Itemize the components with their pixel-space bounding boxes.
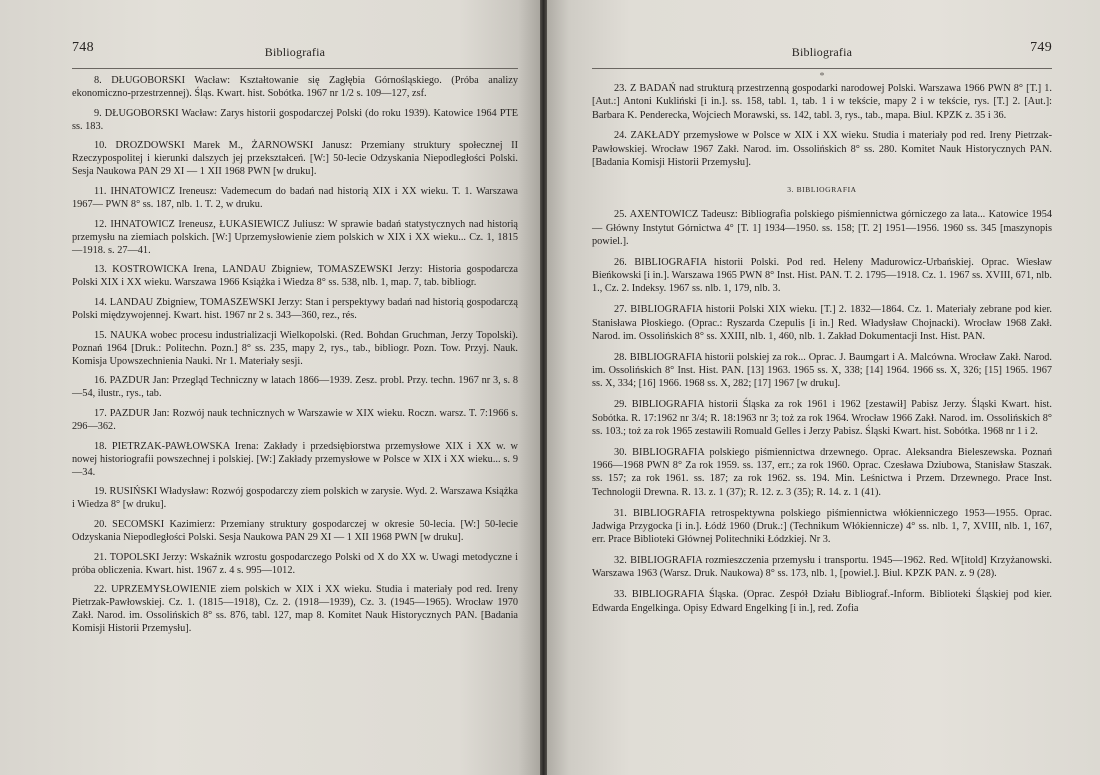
left-page bbox=[0, 0, 540, 775]
right-running-title: Bibliografia bbox=[791, 45, 853, 59]
left-running-title: Bibliografia bbox=[264, 45, 326, 59]
left-page-number: 748 bbox=[72, 40, 94, 55]
ornament-mark: * bbox=[819, 71, 825, 82]
bibliography-entry: 15. NAUKA wobec procesu industrializacji Wielkopolski. (Red. Bohdan Gruchman, Jerzy Topolski). Poznań 1964 [Druk.: Politechn. Pozn.] 8° ss. 235, mapy 2, rys., tab., bibliogr. Pozn. Tow. Przyj. Nauk. Komisja Upowszechnienia Nauki. Nr 1. Materiały sesji. bbox=[72, 329, 518, 367]
bibliography-entry: 33. BIBLIOGRAFIA Śląska. (Oprac. Zespół Działu Bibliograf.-Inform. Biblioteki Śląskiej pod kier. Edwarda Engelkinga. Opisy Edward Engelking [i in.], red. Zofia bbox=[592, 589, 1052, 614]
bibliography-entry: 16. PAZDUR Jan: Przegląd Techniczny w latach 1866—1939. Zesz. probl. Przy. techn. 1967 nr 3, s. 8—54, ilustr., rys., tab. bbox=[72, 375, 518, 400]
bibliography-entry: 18. PIETRZAK-PAWŁOWSKA Irena: Zakłady i przedsiębiorstwa przemysłowe XIX i XX w. w nowej historiografii powszechnej i polskiej. [W:] Zakłady przemysłowe w Polsce w XIX i XX wieku... s. 9—34. bbox=[72, 440, 518, 478]
bibliography-entry: 13. KOSTROWICKA Irena, LANDAU Zbigniew, TOMASZEWSKI Jerzy: Historia gospodarcza Polski XIX i XX wieku. Warszawa 1966 Książka i Wiedza 8° ss. 538, nlb. 1, map. 7, tab. bibliogr. bbox=[72, 264, 518, 289]
bibliography-entry: 14. LANDAU Zbigniew, TOMASZEWSKI Jerzy: Stan i perspektywy badań nad historią gospodarczą Polski międzywojennej. Kwart. hist. 1967 nr 2 s. 343—360, rez., rés. bbox=[72, 297, 518, 321]
bibliography-entry: 8. DŁUGOBORSKI Wacław: Kształtowanie się Zagłębia Górnośląskiego. (Próba analizy ekonomiczno-przestrzennej). Śląs. Kwart. hist. Sobótka. 1967 nr 1/2 s. 109—127, zsf. bbox=[72, 75, 518, 99]
bibliography-entry: 24. ZAKŁADY przemysłowe w Polsce w XIX i XX wieku. Studia i materiały pod red. Ireny Pietrzak-Pawłowskiej. Wrocław 1967 Zakł. Narod. im. Ossolińskich 8° ss. 280. Komitet Nauk Historycznych PAN. [Badania Komisji Historii Przemysłu]. bbox=[592, 130, 1052, 169]
right-entry-list bbox=[592, 82, 1052, 615]
bibliography-entry: 17. PAZDUR Jan: Rozwój nauk technicznych w Warszawie w XIX wieku. Roczn. warsz. T. 7:1966 s. 296—362. bbox=[72, 408, 518, 432]
bibliography-entry: 22. UPRZEMYSŁOWIENIE ziem polskich w XIX i XX wieku. Studia i materiały pod red. Ireny Pietrzak-Pawłowskiej. Cz. 1. (1815—1918), Cz. 2. (1918—1939), Cz. 3. (1945—1965). Wrocław 1970 Zakł. Narod. im. Ossolińskich 8° ss. 876, tabl. 127, map 8. Komitet Nauk Historycznych PAN. [Badania Komisji Historii Przemysłu]. bbox=[72, 584, 518, 635]
bibliography-entry: 9. DŁUGOBORSKI Wacław: Zarys historii gospodarczej Polski (do roku 1939). Katowice 1964 PTE ss. 183. bbox=[72, 107, 518, 132]
bibliography-entry: 28. BIBLIOGRAFIA historii polskiej za rok... Oprac. J. Baumgart i A. Malcówna. Wrocław Zakł. Narod. im. Ossolińskich 8° Inst. Hist. PAN. [13] 1963. 1965 ss. X, 338; [14] 1964. 1966 ss. X, 326; [15] 1965. 1967 ss. X, 334; [16] 1966. 1968 ss. X, 282; [17] 1967 [w druku]. bbox=[592, 351, 1052, 390]
right-header-rule bbox=[592, 68, 1052, 69]
bibliography-entry: 25. AXENTOWICZ Tadeusz: Bibliografia polskiego piśmiennictwa górniczego za lata... Katowice 1954— Główny Instytut Górnictwa 4° [T. 1] 1934—1950. ss. 158; [T. 2] 1951—1956. 1960 ss. 345 [maszynopis powiel.]. bbox=[592, 209, 1052, 247]
bibliography-entry: 27. BIBLIOGRAFIA historii Polski XIX wieku. [T.] 2. 1832—1864. Cz. 1. Materiały zebrane pod kier. Stanisława Płoskiego. (Oprac.: Ryszarda Czepulis [i in.] Red. Władysław Chojnacki). Wrocław 1968 Zakł. Narod. im. Ossolińskich 8° ss. XXIII, nlb. 1, 460, nlb. 1. Zakład Dokumentacji Inst. Hist. PAN. bbox=[592, 304, 1052, 342]
book-gutter bbox=[540, 0, 547, 775]
bibliography-entry: 19. RUSIŃSKI Władysław: Rozwój gospodarczy ziem polskich w zarysie. Wyd. 2. Warszawa Książka i Wiedza 8° [w druku]. bbox=[72, 486, 518, 511]
right-running-head bbox=[592, 40, 1052, 64]
bibliography-entry: 23. Z BADAŃ nad strukturą przestrzenną gospodarki narodowej Polski. Warszawa 1966 PWN 8° [T.] 1. [Aut.:] Antoni Kukliński [i in.]. ss. 158, tabl. 1, tab. 1 i w tekście, mapy 2 i w tekście, rys. [T.] 2. [Aut.]: Barbara K. Penderecka, Wojciech Morawski, ss. 142, tabl. 3, rys., tab., mapa. Biul. KPZK z. 35 i 36. bbox=[592, 83, 1052, 121]
right-page bbox=[547, 0, 1100, 775]
bibliography-entry: 12. IHNATOWICZ Ireneusz, ŁUKASIEWICZ Juliusz: W sprawie badań statystycznych nad historią przemysłu na ziemiach polskich. [W:] Uprzemysłowienie ziem polskich w XIX i XX wieku... Cz. 1, 1815—1918. s. 27—41. bbox=[72, 218, 518, 256]
bibliography-entry: 29. BIBLIOGRAFIA historii Śląska za rok 1961 i 1962 [zestawił] Pabisz Jerzy. Śląski Kwart. hist. Sobótka. R. 17:1962 nr 3/4; R. 18:1963 nr 3; toż za rok 1964. Wrocław 1966 Zakł. Narod. im. Ossolińskich 8° ss. 103.; toż za rok 1965 zestawili Romuald Gelles i Jerzy Pabisz. Śląski Kwart. hist. Sobótka. 1968 nr 1 i 2. bbox=[592, 399, 1052, 437]
section-heading: 3. BIBLIOGRAFIA bbox=[787, 185, 857, 195]
left-entry-list bbox=[72, 75, 518, 636]
bibliography-entry: 20. SECOMSKI Kazimierz: Przemiany struktury gospodarczej w okresie 50-lecia. [W:] 50-lecie Odzyskania Niepodległości Polski. Sesja Naukowa PAN 29 XI — 1 XII 1968 PWN [w druku]. bbox=[72, 519, 518, 543]
bibliography-entry: 21. TOPOLSKI Jerzy: Wskaźnik wzrostu gospodarczego Polski od X do XX w. Uwagi metodyczne i próba obliczenia. Kwart. hist. 1967 z. 4 s. 995—1012. bbox=[72, 551, 518, 576]
bibliography-entry: 26. BIBLIOGRAFIA historii Polski. Pod red. Heleny Madurowicz-Urbańskiej. Oprac. Wiesław Bieńkowski [i in.]. Warszawa 1965 PWN 8° Inst. Hist. PAN. T. 2. 1795—1918. Cz. 1. 1967 ss. XVIII, 671, nlb. 1., Cz. 2. Indeksy. 1967 ss. nlb. 1, 179, nlb. 3. bbox=[592, 256, 1052, 295]
bibliography-entry: 32. BIBLIOGRAFIA rozmieszczenia przemysłu i transportu. 1945—1962. Red. W[itold] Krzyżanowski. Warszawa 1963 (Warsz. Druk. Naukowa) 8° ss. 173, nlb. 1, [powiel.]. Biul. KPZK PAN. z. 9 (28). bbox=[592, 555, 1052, 580]
left-running-head bbox=[72, 40, 518, 64]
bibliography-entry: 31. BIBLIOGRAFIA retrospektywna polskiego piśmiennictwa włókienniczego 1953—1955. Oprac. Jadwiga Przygocka [i in.]. Łódź 1960 (Druk.:] (Technikum Włókiennicze) 4° ss. nlb. 1, 7, XVIII, nlb. 1, 167, err. Prace Biblioteki Głównej Politechniki Łódzkiej. Nr 3. bbox=[592, 507, 1052, 546]
right-page-number: 749 bbox=[1030, 40, 1052, 55]
left-header-rule bbox=[72, 68, 518, 69]
bibliography-entry: 10. DROZDOWSKI Marek M., ŻARNOWSKI Janusz: Przemiany struktury społecznej II Rzeczypospolitej i kierunki dalszych jej przekształceń. [W:] 50-lecie Odzyskania Niepodległości Polski. Sesja Naukowa PAN 29 XI — 1 XII 1968 PWN [w druku]. bbox=[72, 140, 518, 178]
bibliography-entry: 11. IHNATOWICZ Ireneusz: Vademecum do badań nad historią XIX i XX wieku. T. 1. Warszawa 1967— PWN 8° ss. 187, nlb. 1. T. 2, w druku. bbox=[72, 186, 518, 210]
bibliography-entry: 30. BIBLIOGRAFIA polskiego piśmiennictwa drzewnego. Oprac. Aleksandra Bieleszewska. Poznań 1966—1968 PWN 8° Za rok 1959. ss. 137, err.; za rok 1960. Oprac. Czesława Dziubowa, Stanisław Staszak. ss. 157; za rok 1961. ss. 187; za rok 1962. ss. 194. Min. Leśnictwa i Przem. Drzewnego. Prace Inst. Technologii Drewna. R. 13. z. 1 (37); R. 12. z. 3 (35); R. 14. z. 1 (41). bbox=[592, 446, 1052, 498]
